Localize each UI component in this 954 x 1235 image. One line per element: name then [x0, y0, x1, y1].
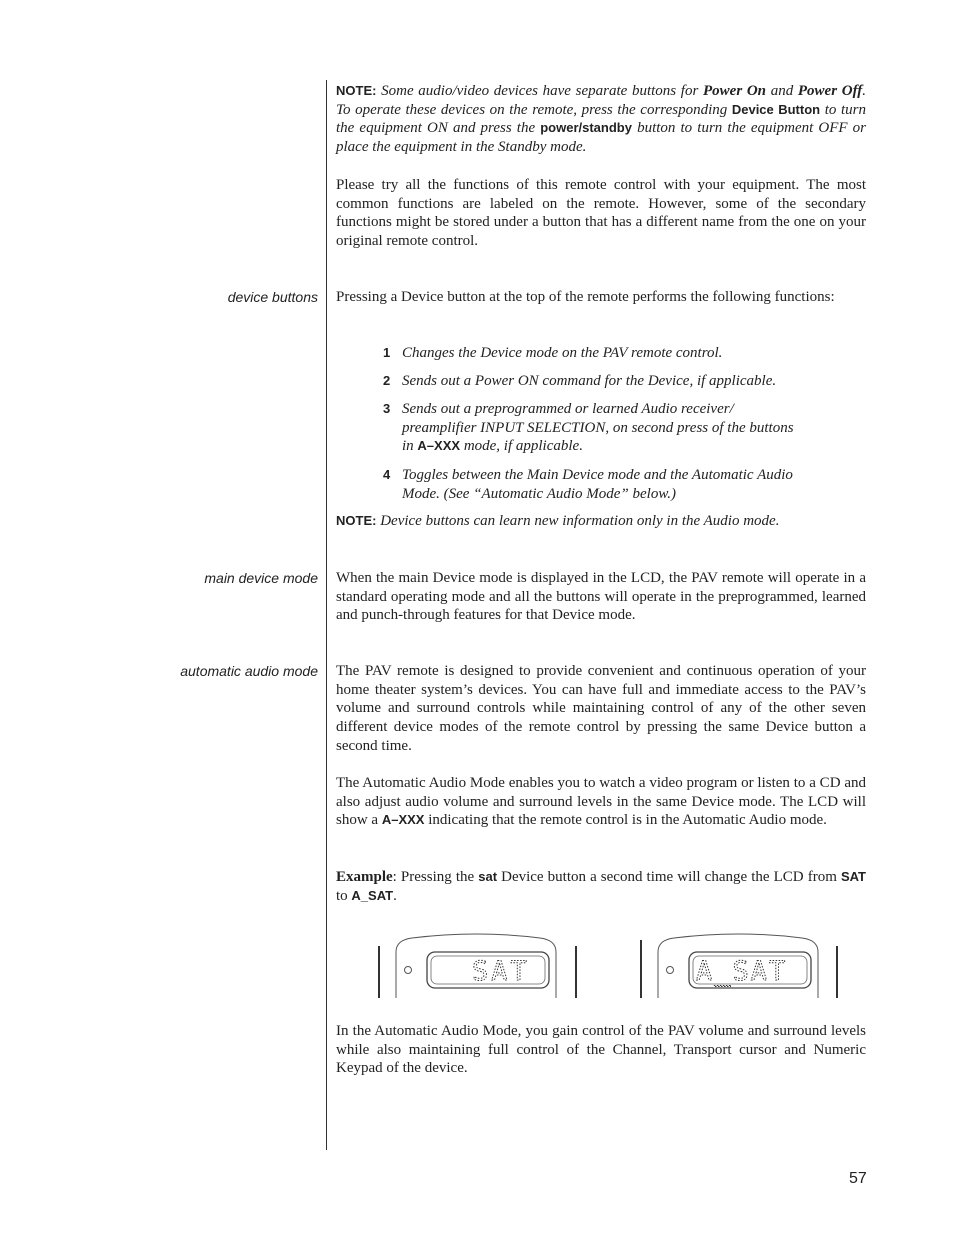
list-item: Sends out a Power ON command for the Device, if applicable.: [402, 373, 777, 389]
lcd-display-sat: [372, 930, 582, 1000]
vertical-rule: [326, 80, 327, 1150]
automatic-audio-mode-p3: In the Automatic Audio Mode, you gain control of the PAV volume and surround levels while also maintaining full control of the Channel, Transport cursor and Numeric Keypad of the device.: [336, 1023, 866, 1077]
automatic-audio-mode-p1: The PAV remote is designed to provide convenient and continuous operation of your home theater system’s devices. You can have full and immediate access to the PAV’s volume and surround controls while maintaining control of any of the other seven different device modes of the remote control by pressing the same Device button a second time.: [336, 663, 866, 754]
page-number: 57: [849, 1170, 867, 1187]
intro-paragraph: Please try all the functions of this remote control with your equipment. The most common functions are labeled on the remote. However, some of the secondary functions might be stored under a button that has a different name from the one on your original remote control.: [336, 177, 866, 250]
list-number: 2: [383, 373, 391, 388]
lcd-text: SAT: [472, 956, 530, 987]
note-paragraph: NOTE: Some audio/video devices have separate buttons for Power On and Power Off. To operate these devices on the remote, press the corresponding Device Button to turn the equipment ON and press the power/standby button to turn the equipment OFF or place the equipment in the Standby mode.: [336, 83, 867, 156]
list-number: 4: [383, 467, 391, 482]
list-item: Toggles between the Main Device mode and the Automatic Audio Mode. (See “Automatic Audio Mode” below.): [402, 467, 793, 502]
side-label-device-buttons: device buttons: [227, 289, 318, 305]
device-buttons-intro: Pressing a Device button at the top of the remote performs the following functions:: [336, 289, 835, 305]
lcd-text: A_SAT: [696, 956, 788, 987]
example-paragraph: Example: Pressing the sat Device button a second time will change the LCD from SAT to A_SAT.: [336, 869, 866, 904]
note-label: NOTE:: [336, 83, 377, 98]
automatic-audio-mode-p2: The Automatic Audio Mode enables you to watch a video program or listen to a CD and also adjust audio volume and surround levels in the same Device mode. The LCD will show a A–XXX indicating that the remote control is in the Automatic Audio mode.: [336, 775, 866, 829]
list-number: 1: [383, 345, 391, 360]
side-label-main-device-mode: main device mode: [204, 570, 318, 586]
side-label-automatic-audio-mode: automatic audio mode: [180, 663, 318, 679]
device-buttons-note: NOTE: Device buttons can learn new information only in the Audio mode.: [336, 513, 780, 529]
list-number: 3: [383, 401, 391, 416]
lcd-display-a-sat: [634, 930, 844, 1000]
main-device-mode-text: When the main Device mode is displayed in the LCD, the PAV remote will operate in a standard operating mode and all the buttons will operate in the preprogrammed, learned and punch-through features for that Device mode.: [336, 570, 866, 624]
list-item: Sends out a preprogrammed or learned Audio receiver/ preamplifier INPUT SELECTION, on second press of the buttons in A–XXX mode, if applicable.: [402, 401, 794, 455]
list-item: Changes the Device mode on the PAV remote control.: [402, 345, 723, 361]
